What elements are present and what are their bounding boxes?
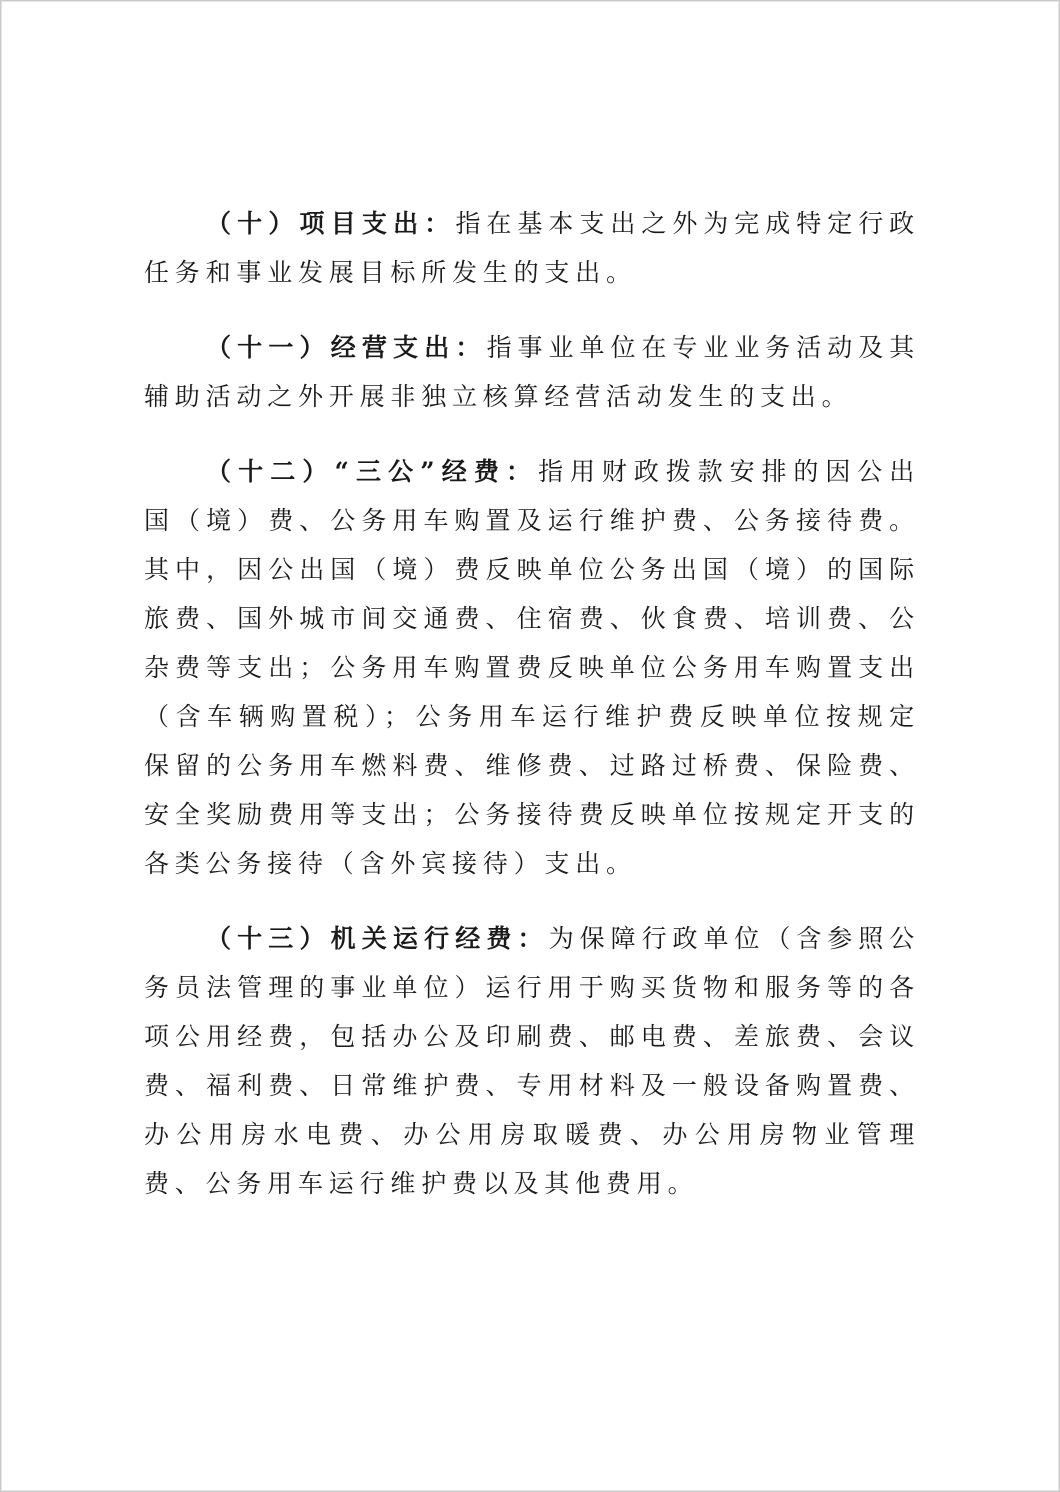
term-agency-operating-funds: （十三）机关运行经费： bbox=[206, 924, 549, 953]
document-body bbox=[144, 199, 920, 1234]
paragraph-operating-expenditure bbox=[144, 323, 920, 421]
definition-operating-expenditure: 指事业单位在专业业务活动及其辅助活动之外开展非独立核算经营活动发生的支出。 bbox=[144, 333, 920, 411]
definition-project-expenditure: 指在基本支出之外为完成特定行政任务和事业发展目标所发生的支出。 bbox=[144, 209, 920, 287]
term-project-expenditure: （十）项目支出： bbox=[206, 209, 456, 238]
paragraph-project-expenditure bbox=[144, 199, 920, 297]
term-operating-expenditure: （十一）经营支出： bbox=[206, 333, 487, 362]
definition-agency-operating-funds: 为保障行政单位（含参照公务员法管理的事业单位）运行用于购买货物和服务等的各项公用经费，包括办公及印刷费、邮电费、差旅费、会议费、福利费、日常维护费、专用材料及一般设备购置费、办公用房水电费、办公用房取暖费、办公用房物业管理费、公务用车运行维护费以及其他费用。 bbox=[144, 924, 920, 1198]
definition-three-public-expenses: 指用财政拨款安排的因公出国（境）费、公务用车购置及运行维护费、公务接待费。其中，因公出国（境）费反映单位公务出国（境）的国际旅费、国外城市间交通费、住宿费、伙食费、培训费、公杂费等支出；公务用车购置费反映单位公务用车购置支出（含车辆购置税）；公务用车运行维护费反映单位按规定保留的公务用车燃料费、维修费、过路过桥费、保险费、安全奖励费用等支出；公务接待费反映单位按规定开支的各类公务接待（含外宾接待）支出。 bbox=[144, 457, 920, 878]
paragraph-agency-operating-funds bbox=[144, 914, 920, 1208]
term-three-public-expenses: （十二）“三公”经费： bbox=[206, 457, 539, 486]
paragraph-three-public-expenses bbox=[144, 447, 920, 888]
